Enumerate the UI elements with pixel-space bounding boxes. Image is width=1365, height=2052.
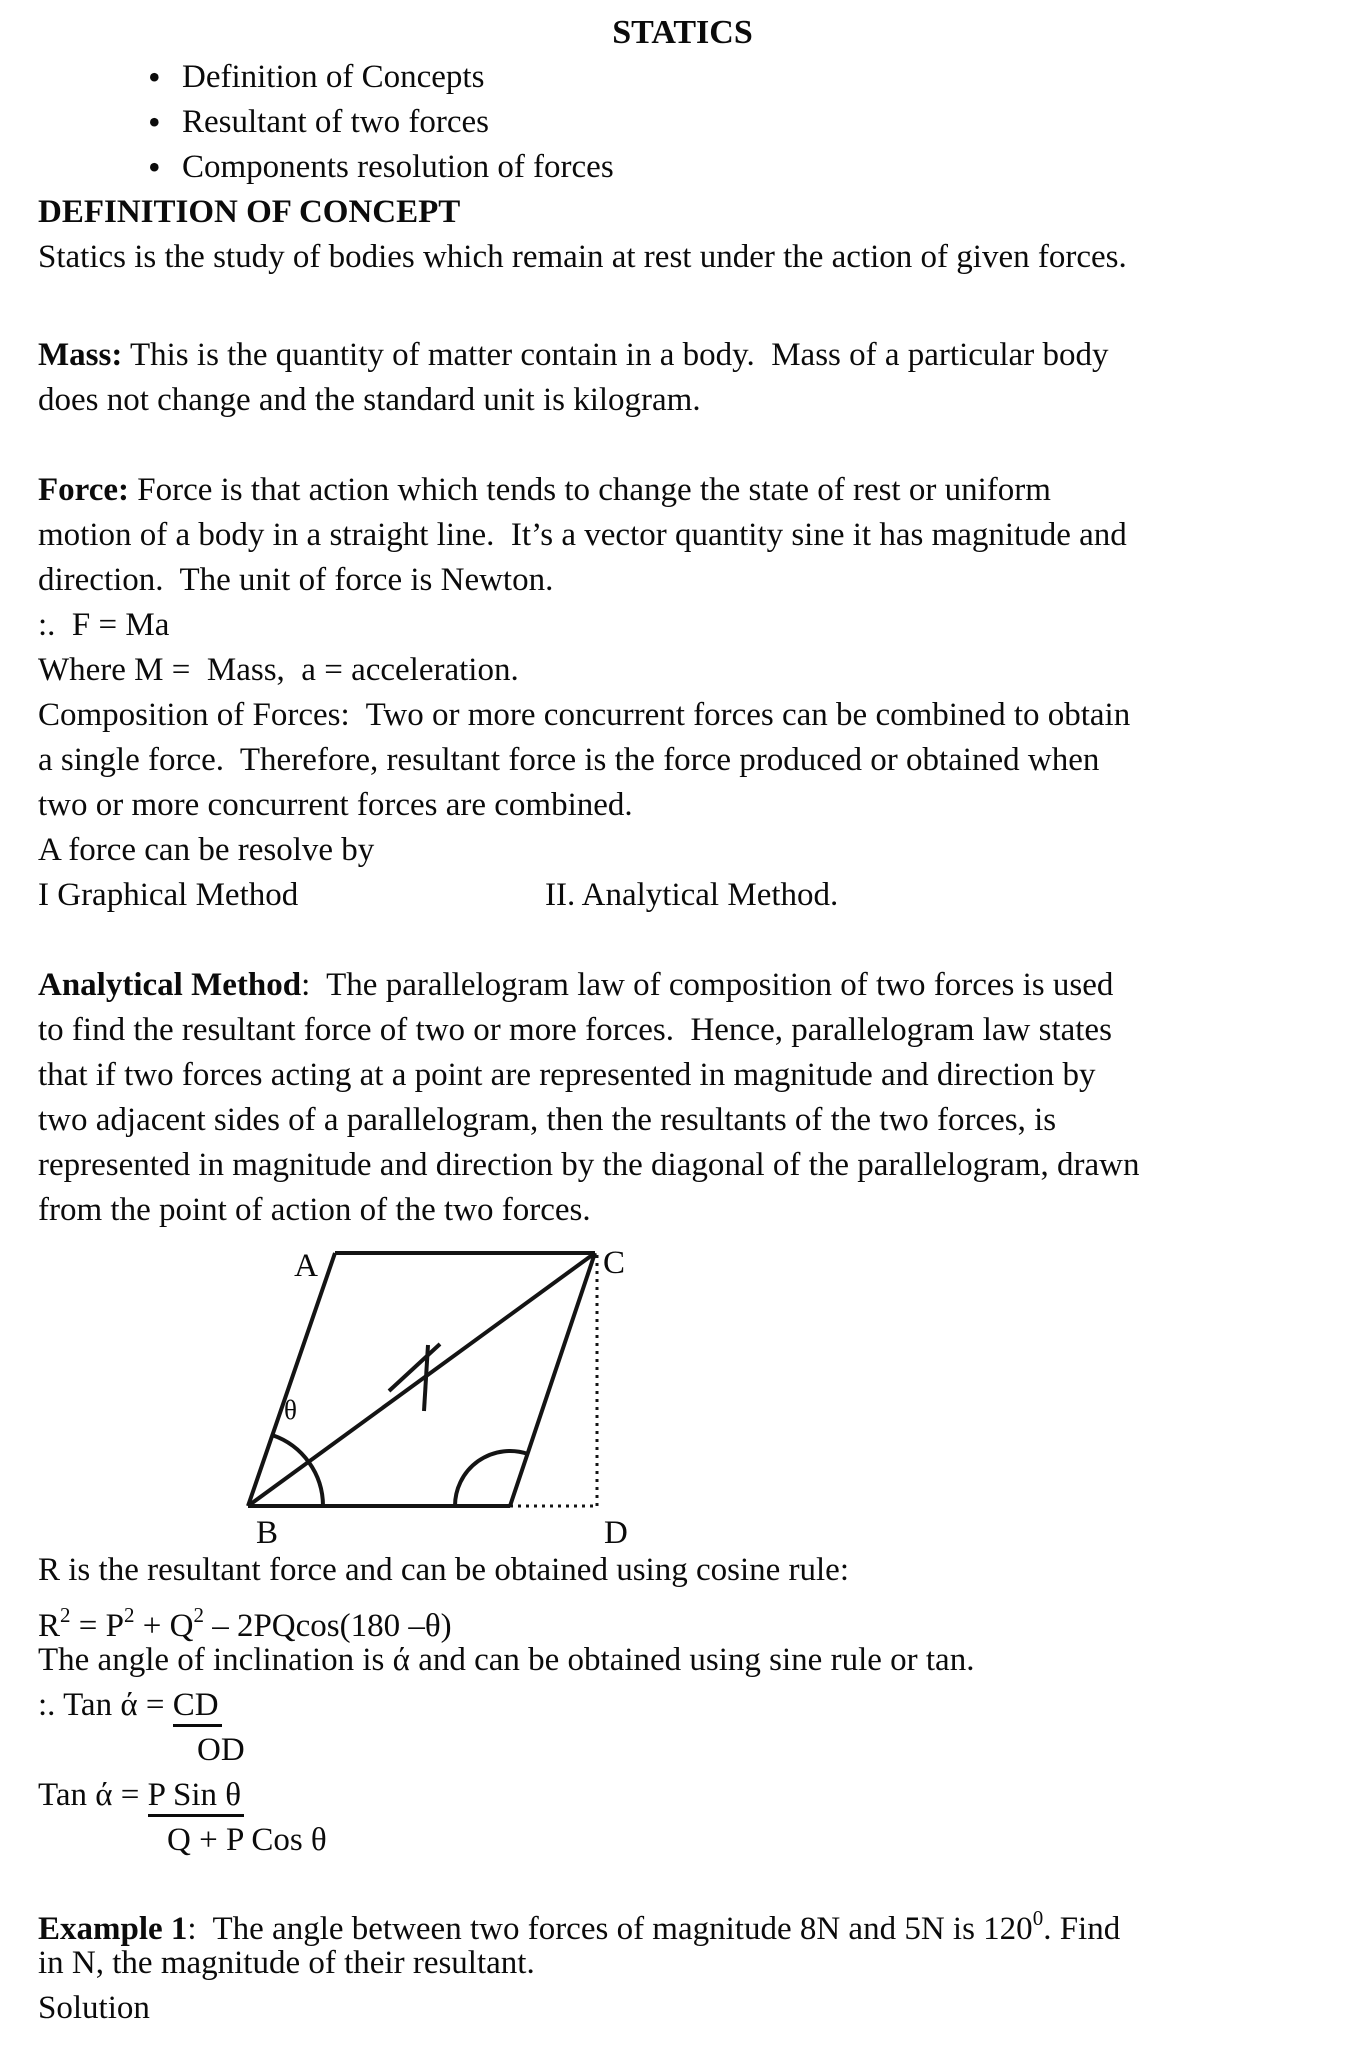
vertex-label-d: D: [604, 1515, 628, 1548]
side-ab: [248, 1253, 335, 1506]
tan-cd-od-formula: :. Tan ά = CD: [38, 1683, 1365, 1728]
side-c-to-bottom: [510, 1253, 595, 1506]
methods-line: [38, 873, 1365, 918]
analytical-paragraph-line-2: to find the resultant force of two or more forces. Hence, parallelogram law states: [38, 1012, 1112, 1048]
fraction-numerator: P Sin θ: [148, 1777, 244, 1817]
analytical-paragraph-line-4: two adjacent sides of a parallelogram, then the resultants of the two forces, is: [38, 1102, 1057, 1138]
fraction-numerator: CD: [173, 1687, 222, 1727]
analytical-paragraph-line-5: represented in magnitude and direction by the diagonal of the parallelogram, drawn: [38, 1147, 1140, 1183]
intro-text: Statics is the study of bodies which remain at rest under the action of given forces.: [38, 239, 1127, 275]
composition-line-2: a single force. Therefore, resultant force is the force produced or obtained when: [38, 742, 1100, 778]
resolve-line: A force can be resolve by: [38, 832, 375, 868]
superscript: 2: [60, 1603, 71, 1627]
theta-angle-label: θ: [284, 1395, 297, 1425]
mass-label: Mass:: [38, 337, 123, 373]
blank-line: [38, 1863, 1365, 1896]
superscript: 2: [123, 1603, 135, 1627]
blank-line: [38, 918, 1365, 963]
bullet-icon: •: [148, 147, 161, 187]
example-label: Example 1: [38, 1911, 188, 1947]
graphical-method-label: I Graphical Method: [38, 877, 299, 913]
diagonal-tick-vertical: [424, 1345, 428, 1411]
example-1-line-1: Example 1: The angle between two forces of magnitude 8N and 5N is $120^0$. Find: [38, 1906, 1121, 1947]
list-item-label: Definition of Concepts: [182, 59, 485, 95]
page-title: STATICS: [612, 14, 753, 51]
list-item: [38, 55, 1365, 100]
bullet-icon: •: [148, 57, 161, 97]
analytical-paragraph-line-3: that if two forces acting at a point are represented in magnitude and direction by: [38, 1057, 1096, 1093]
where-clause: Where M = Mass, a = acceleration.: [38, 652, 519, 688]
list-item: [38, 100, 1365, 145]
bullet-icon: •: [148, 102, 161, 142]
force-label: Force:: [38, 472, 129, 508]
vertex-label-b: B: [256, 1515, 279, 1548]
parallelogram-svg: [0, 1233, 1365, 1548]
example-1-line-2: in N, the magnitude of their resultant.: [38, 1945, 535, 1981]
parallelogram-diagram: [0, 1233, 1365, 1548]
list-item: [38, 145, 1365, 190]
tan-cd-od-denominator: OD: [197, 1732, 245, 1768]
tan-psin-formula: Tan ά = P Sin θ: [38, 1773, 1365, 1818]
vertex-label-c: C: [603, 1245, 626, 1281]
composition-line-1: Composition of Forces: Two or more concurrent forces can be combined to obtain: [38, 697, 1131, 733]
resultant-rule-line: R is the resultant force and can be obtained using cosine rule:: [38, 1552, 849, 1588]
angle-arc-bottom-right: [455, 1451, 528, 1506]
force-definition-line-2: motion of a body in a straight line. It’s a vector quantity sine it has magnitude and: [38, 517, 1127, 553]
inclination-line: The angle of inclination is ά and can be obtained using sine rule or tan.: [38, 1642, 975, 1678]
analytical-method-label: II. Analytical Method.: [545, 877, 839, 913]
cosine-rule-formula: $R^2 = P^2 + Q^2 - 2PQcos(180$ –θ): [38, 1603, 452, 1644]
list-item-label: Components resolution of forces: [182, 149, 614, 185]
composition-line-3: two or more concurrent forces are combined.: [38, 787, 633, 823]
vertex-label-a: A: [294, 1248, 318, 1284]
solution-label: Solution: [38, 1990, 150, 2026]
analytical-paragraph-line-1: Analytical Method: The parallelogram law of composition of two forces is used: [38, 967, 1114, 1003]
section-heading: DEFINITION OF CONCEPT: [38, 194, 461, 230]
blank-line: [38, 423, 1365, 468]
mass-definition-line-2: does not change and the standard unit is kilogram.: [38, 382, 701, 418]
mass-definition-line-1: Mass: This is the quantity of matter contain in a body. Mass of a particular body: [38, 337, 1109, 373]
list-item-label: Resultant of two forces: [182, 104, 490, 140]
analytical-label: Analytical Method: [38, 967, 302, 1003]
force-definition-line-1: Force: Force is that action which tends to change the state of rest or uniform: [38, 472, 1051, 508]
force-definition-line-3: direction. The unit of force is Newton.: [38, 562, 554, 598]
analytical-paragraph-line-6: from the point of action of the two forces.: [38, 1192, 591, 1228]
superscript: 0: [1032, 1906, 1044, 1930]
f-equals-ma-formula: :. F = Ma: [38, 607, 170, 643]
superscript: 2: [193, 1603, 204, 1627]
tan-psin-denominator: Q + P Cos θ: [167, 1822, 327, 1858]
diagonal-bc-resultant: [248, 1253, 595, 1506]
blank-line: [38, 280, 1365, 325]
